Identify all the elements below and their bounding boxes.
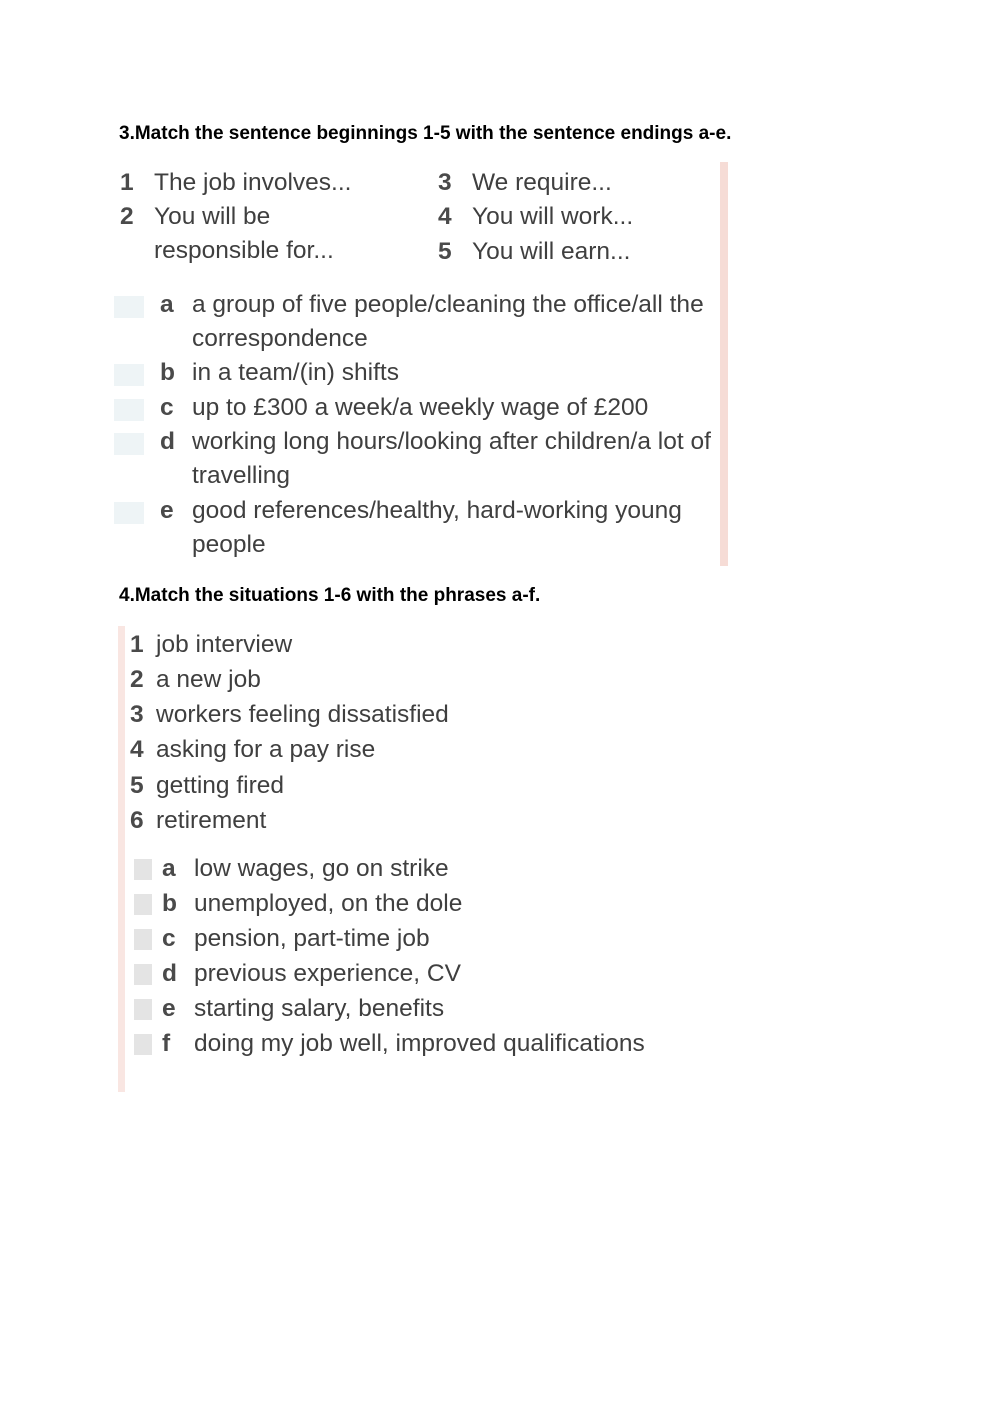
answer-box[interactable] <box>114 399 144 421</box>
situation-number: 3 <box>130 701 144 728</box>
ending-letter: c <box>160 394 174 421</box>
ending-letter: a <box>160 291 174 318</box>
beginning-text: You will earn... <box>472 238 631 265</box>
ending-text: up to £300 a week/a weekly wage of £200 <box>192 394 649 421</box>
phrase-letter: c <box>162 925 176 952</box>
phrase-letter: b <box>162 890 177 917</box>
beginning-number: 1 <box>120 169 134 196</box>
ending-letter: d <box>160 428 175 455</box>
situation-text: job interview <box>156 631 293 658</box>
answer-box[interactable] <box>114 433 144 455</box>
exercise-3-heading: 3.Match the sentence beginnings 1-5 with the sentence endings a-e. <box>119 123 732 144</box>
phrase-letter: a <box>162 855 176 882</box>
exercise-4-heading: 4.Match the situations 1-6 with the phrases a-f. <box>119 585 541 606</box>
situation-text: workers feeling dissatisfied <box>156 701 449 728</box>
phrase-letter: e <box>162 995 176 1022</box>
situation-text: retirement <box>156 807 267 834</box>
situation-number: 4 <box>130 736 144 763</box>
ending-text: a group of five people/cleaning the office/all the correspondence <box>192 291 704 352</box>
exercise-3-scan <box>110 160 730 568</box>
phrase-text: starting salary, benefits <box>194 995 445 1022</box>
ending-letter: b <box>160 359 175 386</box>
answer-box[interactable] <box>114 502 144 524</box>
page-edge-strip <box>720 162 728 566</box>
situation-text: a new job <box>156 666 261 693</box>
ending-letter: e <box>160 497 174 524</box>
beginning-number: 4 <box>438 203 452 230</box>
beginning-text: The job involves... <box>154 169 352 196</box>
beginning-text: You will be <box>154 203 271 230</box>
phrase-letter: f <box>162 1030 171 1057</box>
beginning-text: You will work... <box>472 203 634 230</box>
answer-box[interactable] <box>134 894 152 915</box>
page-edge-strip <box>118 626 125 1092</box>
answer-box[interactable] <box>114 364 144 386</box>
answer-box[interactable] <box>134 1034 152 1055</box>
situation-text: getting fired <box>156 772 285 799</box>
ending-text: in a team/(in) shifts <box>192 359 399 386</box>
phrase-text: doing my job well, improved qualifications <box>194 1030 645 1057</box>
answer-box[interactable] <box>134 964 152 985</box>
exercise-4-scan <box>118 626 718 1096</box>
situation-number: 6 <box>130 807 144 834</box>
answer-box[interactable] <box>114 296 144 318</box>
phrase-text: pension, part-time job <box>194 925 430 952</box>
situation-number: 1 <box>130 631 144 658</box>
situation-number: 2 <box>130 666 144 693</box>
answer-box[interactable] <box>134 859 152 880</box>
ending-text: good references/healthy, hard-working young people <box>192 497 682 558</box>
beginning-text-continued: responsible for... <box>154 237 334 264</box>
beginning-number: 5 <box>438 238 452 265</box>
beginning-number: 3 <box>438 169 452 196</box>
answer-box[interactable] <box>134 929 152 950</box>
ending-text: working long hours/looking after children/a lot of travelling <box>192 428 711 489</box>
situation-text: asking for a pay rise <box>156 736 376 763</box>
situation-number: 5 <box>130 772 144 799</box>
beginning-text: We require... <box>472 169 612 196</box>
answer-box[interactable] <box>134 999 152 1020</box>
phrase-text: low wages, go on strike <box>194 855 449 882</box>
phrase-letter: d <box>162 960 177 987</box>
phrase-text: previous experience, CV <box>194 960 461 987</box>
phrase-text: unemployed, on the dole <box>194 890 463 917</box>
beginning-number: 2 <box>120 203 134 230</box>
